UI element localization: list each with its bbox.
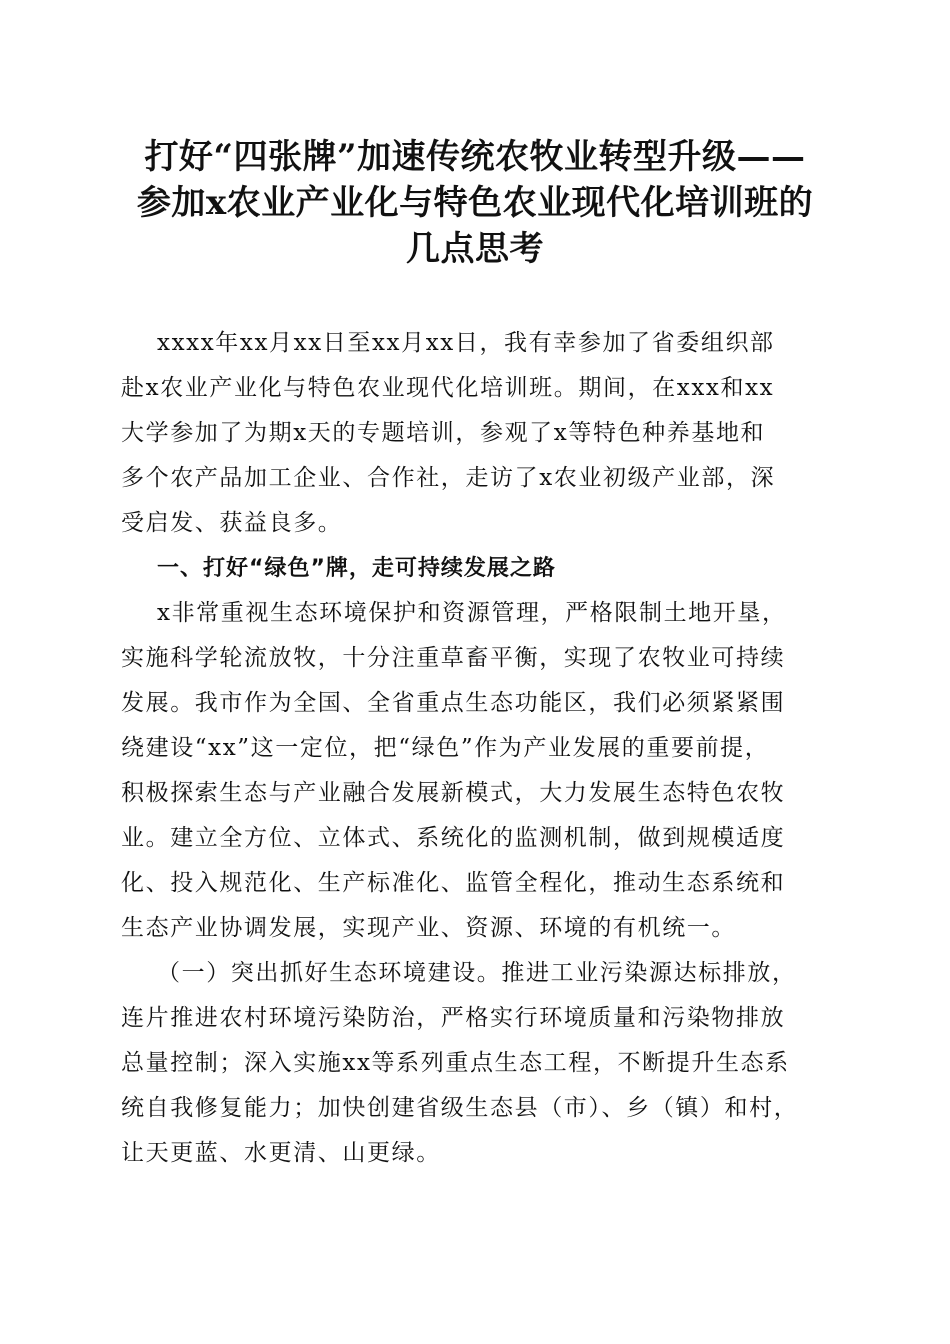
title-line-3: 几点思考 [406, 229, 544, 269]
paragraph-line: 受启发、获益良多。 [121, 510, 343, 536]
paragraph-line: xxxx年xx月xx日至xx月xx日，我有幸参加了省委组织部 [157, 330, 775, 356]
paragraph-line: 连片推进农村环境污染防治，严格实行环境质量和污染物排放 [121, 1005, 786, 1031]
paragraph-line: 业。建立全方位、立体式、系统化的监测机制，做到规模适度 [121, 825, 786, 851]
paragraph-line: 总量控制；深入实施xx等系列重点生态工程，不断提升生态系 [121, 1050, 790, 1076]
subsection-heading: （一）突出抓好生态环境建设。 [157, 960, 502, 986]
title-line-1: 打好“四张牌”加速传统农牧业转型升级—— [144, 137, 806, 177]
paragraph-line: 多个农产品加工企业、合作社，走访了x农业初级产业部，深 [121, 465, 776, 491]
paragraph-line [121, 951, 833, 996]
paragraph-text: 推进工业污染源达标排放， [501, 960, 797, 986]
paragraph-line: 大学参加了为期x天的专题培训，参观了x等特色种养基地和 [121, 420, 766, 446]
paragraph-line: 积极探索生态与产业融合发展新模式，大力发展生态特色农牧 [121, 780, 786, 806]
paragraph-line: 实施科学轮流放牧，十分注重草畜平衡，实现了农牧业可持续 [121, 645, 786, 671]
intro-paragraph [121, 321, 833, 546]
paragraph-line: 让天更蓝、水更清、山更绿。 [121, 1140, 441, 1166]
paragraph-line: 生态产业协调发展，实现产业、资源、环境的有机统一。 [121, 915, 736, 941]
subsection-ecology-paragraph [121, 951, 833, 1176]
document-body [121, 321, 833, 1176]
paragraph-line: 赴x农业产业化与特色农业现代化培训班。期间，在xxx和xx [121, 375, 775, 401]
title-line-2: 参加x农业产业化与特色农业现代化培训班的 [136, 183, 814, 223]
paragraph-line: 化、投入规范化、生产标准化、监管全程化，推动生态系统和 [121, 870, 786, 896]
section-heading-green: 一、打好“绿色”牌，走可持续发展之路 [157, 556, 556, 581]
section-green-paragraph [121, 591, 833, 951]
paragraph-line: 发展。我市作为全国、全省重点生态功能区，我们必须紧紧围 [121, 690, 786, 716]
paragraph-line: 统自我修复能力；加快创建省级生态县（市）、乡（镇）和村， [121, 1095, 799, 1121]
paragraph-line: 绕建设“xx”这一定位，把“绿色”作为产业发展的重要前提， [121, 735, 770, 761]
document-title [110, 134, 840, 272]
paragraph-line: x非常重视生态环境保护和资源管理，严格限制土地开垦， [157, 600, 787, 626]
